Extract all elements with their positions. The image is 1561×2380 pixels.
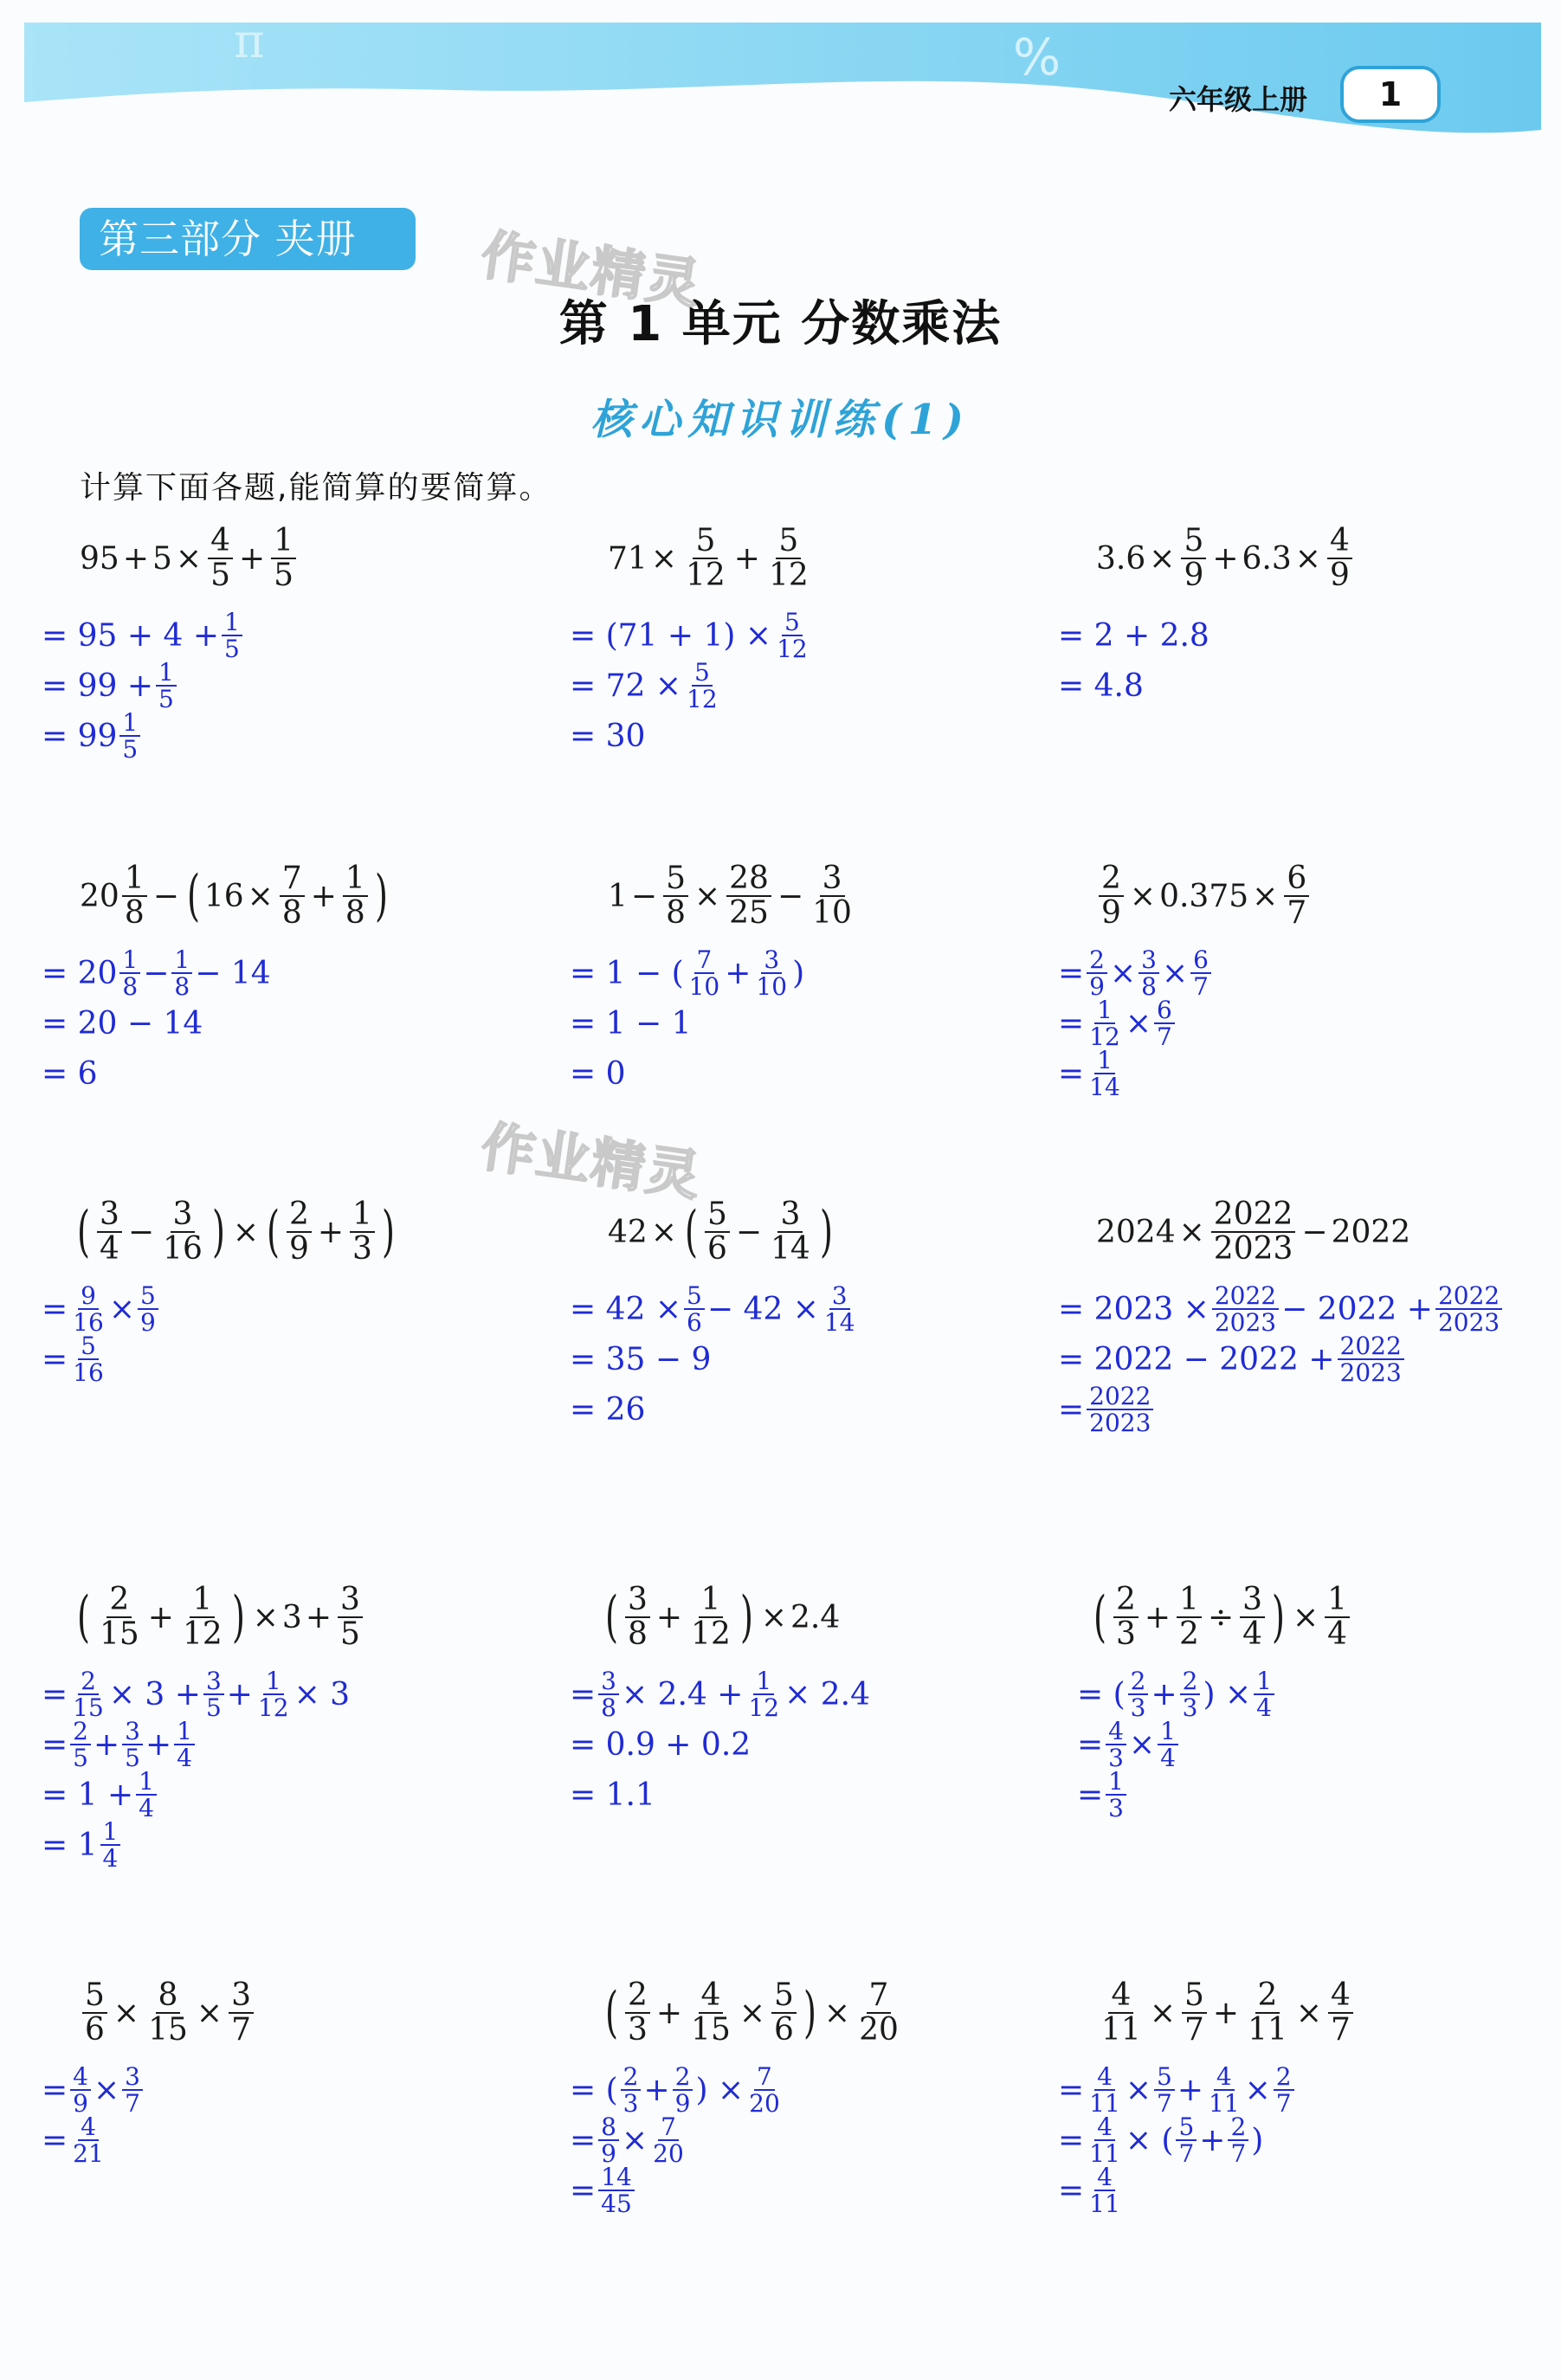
instruction-text: 计算下面各题,能简算的要简算。 xyxy=(80,470,552,506)
problem-5: 1 − $\frac{5}{8}$ × $\frac{28}{25}$ − $\frac{3}{10}$ = 1 − ( $\frac{7}{10}$ + $\frac{3}{10}$ ) = 1 − 1 = 0 xyxy=(570,861,852,1092)
problem-2: 71 × $\frac{5}{12}$ + $\frac{5}{12}$ = (71 + 1) × $\frac{5}{12}$ = 72 × $\frac{5}{12}$ = 30 xyxy=(570,523,809,754)
problem-3: 3.6 × $\frac{5}{9}$ + 6.3 × $\frac{4}{9}$ = 2 + 2.8 = 4.8 xyxy=(1058,506,1355,711)
page-number: 1 xyxy=(1340,66,1441,123)
problem-15: $\frac{4}{11}$ × $\frac{5}{7}$ + $\frac{2}{11}$ × $\frac{4}{7}$ = $\frac{4}{11}$ × $\frac{5}{7}$ + $\frac{4}{11}$ × $\frac{2}{7}$ = $\frac{4}{11}$ × ( $\frac{5}{7}$ + $\frac{2}{7}$ ) = $\frac{4}{11}$ xyxy=(1058,1961,1356,2216)
percent-symbol: % xyxy=(1013,28,1061,87)
unit-title: 第 1 单元 分数乘法 xyxy=(558,296,1003,352)
problem-1: 95 + 5 × $\frac{4}{5}$ + $\frac{1}{5}$ = 95 + 4 + $\frac{1}{5}$ = 99 + $\frac{1}{5}$ = 99 $\frac{1}{5}$ xyxy=(42,506,299,761)
header-wave-band xyxy=(0,0,1561,164)
grade-label: 六年级上册 xyxy=(1169,83,1308,116)
watermark-logo: 作业精灵 xyxy=(477,223,706,317)
problem-4: 20 $\frac{1}{8}$ − ( 16 × $\frac{7}{8}$ + $\frac{1}{8}$ ) = 20 $\frac{1}{8}$ − $\frac{1}{8}$ − 14 = 20 − 14 = 6 xyxy=(42,861,388,1092)
problem-14: ( $\frac{2}{3}$ + $\frac{4}{15}$ × $\frac{5}{6}$ ) × $\frac{7}{20}$ = ( $\frac{2}{3}$ + $\frac{2}{9}$ ) × $\frac{7}{20}$ = $\frac{8}{9}$ × $\frac{7}{20}$ = $\frac{14}{45}$ xyxy=(570,1977,899,2218)
problem-11: ( $\frac{3}{8}$ + $\frac{1}{12}$ ) × 2.4 = $\frac{3}{8}$ × 2.4 + $\frac{1}{12}$ × 2.4 = 0.9 + 0.2 = 1.1 xyxy=(570,1582,870,1813)
problem-12: ( $\frac{2}{3}$ + $\frac{1}{2}$ ÷ $\frac{3}{4}$ ) × $\frac{1}{4}$ = ( $\frac{2}{3}$ + $\frac{2}{3}$ ) × $\frac{1}{4}$ = $\frac{4}{3}$ × $\frac{1}{4}$ = $\frac{1}{3}$ xyxy=(1058,1565,1352,1820)
problem-9: 2024 × $\frac{2022}{2023}$ − 2022 = 2023 × $\frac{2022}{2023}$ − 2022 + $\frac{2022}{2023}$ = 2022 − 2022 + $\frac{2022}{2023}$ = $\frac{2022}{2023}$ xyxy=(1058,1180,1505,1435)
lesson-title: 核心知识训练(1) xyxy=(590,396,971,444)
problem-13: $\frac{5}{6}$ × $\frac{8}{15}$ × $\frac{3}{7}$ = $\frac{4}{9}$ × $\frac{3}{7}$ = $\frac{4}{21}$ xyxy=(42,1961,256,2165)
problem-7: ( $\frac{3}{4}$ − $\frac{3}{16}$ ) × ( $\frac{2}{9}$ + $\frac{1}{3}$ ) = $\frac{9}{16}$ × $\frac{5}{9}$ = $\frac{5}{16}$ xyxy=(42,1196,395,1387)
section-tag: 第三部分 夹册 xyxy=(80,208,416,270)
problem-6: $\frac{2}{9}$ × 0.375 × $\frac{6}{7}$ = $\frac{2}{9}$ × $\frac{3}{8}$ × $\frac{6}{7}$ = $\frac{1}{12}$ × $\frac{6}{7}$ = $\frac{1}{14}$ xyxy=(1058,844,1312,1099)
watermark-logo: 作业精灵 xyxy=(477,1114,706,1209)
problem-8: 42 × ( $\frac{5}{6}$ − $\frac{3}{14}$ ) = 42 × $\frac{5}{6}$ − 42 × $\frac{3}{14}$ = 35 − 9 = 26 xyxy=(570,1196,855,1428)
problem-10: ( $\frac{2}{15}$ + $\frac{1}{12}$ ) × 3 + $\frac{3}{5}$ = $\frac{2}{15}$ × 3 + $\frac{3}{5}$ + $\frac{1}{12}$ × 3 = $\frac{2}{5}$ + $\frac{3}{5}$ + $\frac{1}{4}$ = 1 + $\frac{1}{4}$ = 1 $\frac{1}{4}$ xyxy=(42,1565,365,1870)
pi-symbol: π xyxy=(234,14,265,68)
